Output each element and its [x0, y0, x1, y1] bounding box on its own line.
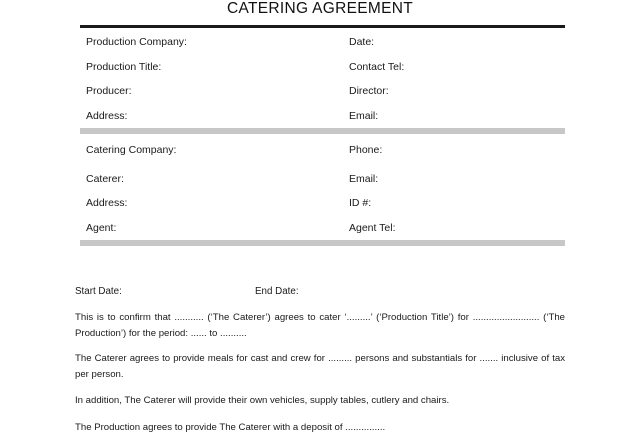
- confirmation-paragraph: This is to confirm that ........... (‘The Caterer’) agrees to cater ‘.........’ (‘Production Title’) for ......................... (‘The Production’) for the period: ...... to ..........: [75, 312, 565, 339]
- caterer-email-label: Email:: [349, 173, 379, 185]
- caterer-label: Caterer:: [86, 173, 124, 185]
- section-divider: [80, 128, 565, 134]
- caterer-address-label: Address:: [86, 197, 128, 209]
- phone-label: Phone:: [349, 144, 383, 156]
- production-email-label: Email:: [349, 110, 379, 122]
- producer-label: Producer:: [86, 85, 132, 97]
- date-label: Date:: [349, 36, 375, 48]
- agent-label: Agent:: [86, 222, 117, 234]
- vehicles-paragraph: In addition, The Caterer will provide their own vehicles, supply tables, cutlery and chairs.: [75, 395, 450, 406]
- catering-company-label: Catering Company:: [86, 144, 177, 156]
- end-date-label: End Date:: [255, 286, 299, 297]
- production-title-label: Production Title:: [86, 61, 162, 73]
- contact-tel-label: Contact Tel:: [349, 61, 405, 73]
- meals-paragraph: The Caterer agrees to provide meals for cast and crew for ......... persons and substantials for ....... inclusive of tax per person.: [75, 353, 565, 380]
- deposit-paragraph: The Production agrees to provide The Caterer with a deposit of ...............: [75, 422, 386, 433]
- production-company-label: Production Company:: [86, 36, 187, 48]
- start-date-label: Start Date:: [75, 286, 122, 297]
- production-address-label: Address:: [86, 110, 128, 122]
- agent-tel-label: Agent Tel:: [349, 222, 396, 234]
- id-label: ID #:: [349, 197, 372, 209]
- section-divider: [80, 240, 565, 246]
- title-underline: [80, 25, 565, 28]
- document-title: CATERING AGREEMENT: [227, 0, 413, 17]
- director-label: Director:: [349, 85, 389, 97]
